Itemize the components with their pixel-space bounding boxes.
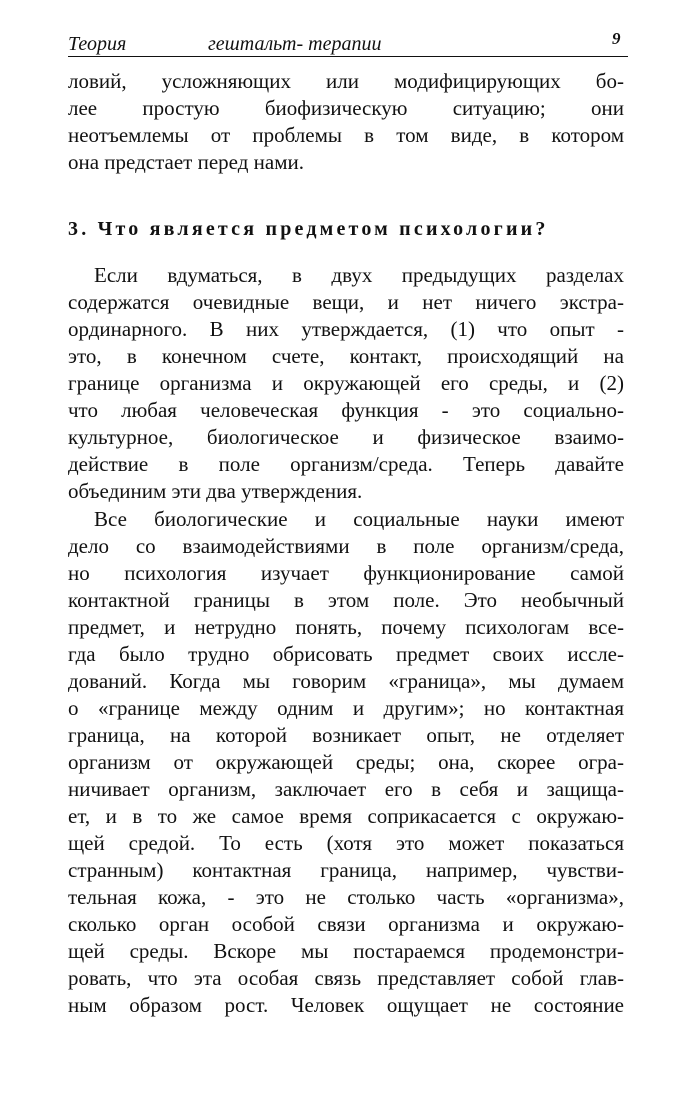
text-line: дований. Когда мы говорим «граница», мы думаем (68, 669, 624, 693)
text-line: контактной границы в этом поле. Это необычный (68, 588, 624, 612)
paragraph-1 (68, 262, 624, 505)
text-line: дело со взаимодействиями в поле организм/среда, (68, 534, 624, 558)
text-line: ординарного. В них утверждается, (1) что опыт - (68, 317, 624, 341)
text-line: тельная кожа, - это не столько часть «организма», (68, 885, 624, 909)
text-line: ет, и в то же самое время соприкасается с окружаю- (68, 804, 624, 828)
text-line: сколько орган особой связи организма и окружаю- (68, 912, 624, 936)
text-line: это, в конечном счете, контакт, происходящий на (68, 344, 624, 368)
text-line: ровать, что эта особая связь представляет собой глав- (68, 966, 624, 990)
page-number: 9 (612, 29, 621, 48)
text-line: Все биологические и социальные науки имеют (94, 507, 624, 531)
text-line: но психология изучает функционирование самой (68, 561, 624, 585)
intro-paragraph (68, 68, 624, 176)
text-line: о «границе между одним и другим»; но контактная (68, 696, 624, 720)
text-line: действие в поле организм/среда. Теперь давайте (68, 452, 624, 476)
running-head (68, 30, 628, 57)
section-heading: 3. Что является предметом психологии? (68, 218, 549, 240)
text-line: гда было трудно обрисовать предмет своих иссле- (68, 642, 624, 666)
running-head-right: гештальт- терапии (208, 33, 382, 55)
text-line: она предстает перед нами. (68, 150, 304, 174)
text-line: Если вдуматься, в двух предыдущих разделах (94, 263, 624, 287)
text-line: объединим эти два утверждения. (68, 479, 363, 503)
text-line: ничивает организм, заключает его в себя и защища- (68, 777, 624, 801)
text-line: странным) контактная граница, например, чувстви- (68, 858, 624, 882)
text-line: граница, на которой возникает опыт, не отделяет (68, 723, 624, 747)
text-line: лее простую биофизическую ситуацию; они (68, 96, 624, 120)
text-line: ловий, усложняющих или модифицирующих бо- (68, 69, 624, 93)
text-line: организм от окружающей среды; она, скорее огра- (68, 750, 624, 774)
text-line: культурное, биологическое и физическое взаимо- (68, 425, 624, 449)
text-line: неотъемлемы от проблемы в том виде, в котором (68, 123, 624, 147)
text-line: щей среды. Вскоре мы постараемся продемонстри- (68, 939, 624, 963)
text-line: ным образом рост. Человек ощущает не состояние (68, 993, 624, 1017)
running-head-left: Теория (68, 33, 127, 55)
text-line: границе организма и окружающей его среды, и (2) (68, 371, 624, 395)
paragraph-2 (68, 506, 624, 1019)
text-line: что любая человеческая функция - это социально- (68, 398, 624, 422)
text-line: щей средой. То есть (хотя это может показаться (68, 831, 624, 855)
text-line: предмет, и нетрудно понять, почему психологам все- (68, 615, 624, 639)
text-line: содержатся очевидные вещи, и нет ничего экстра- (68, 290, 624, 314)
